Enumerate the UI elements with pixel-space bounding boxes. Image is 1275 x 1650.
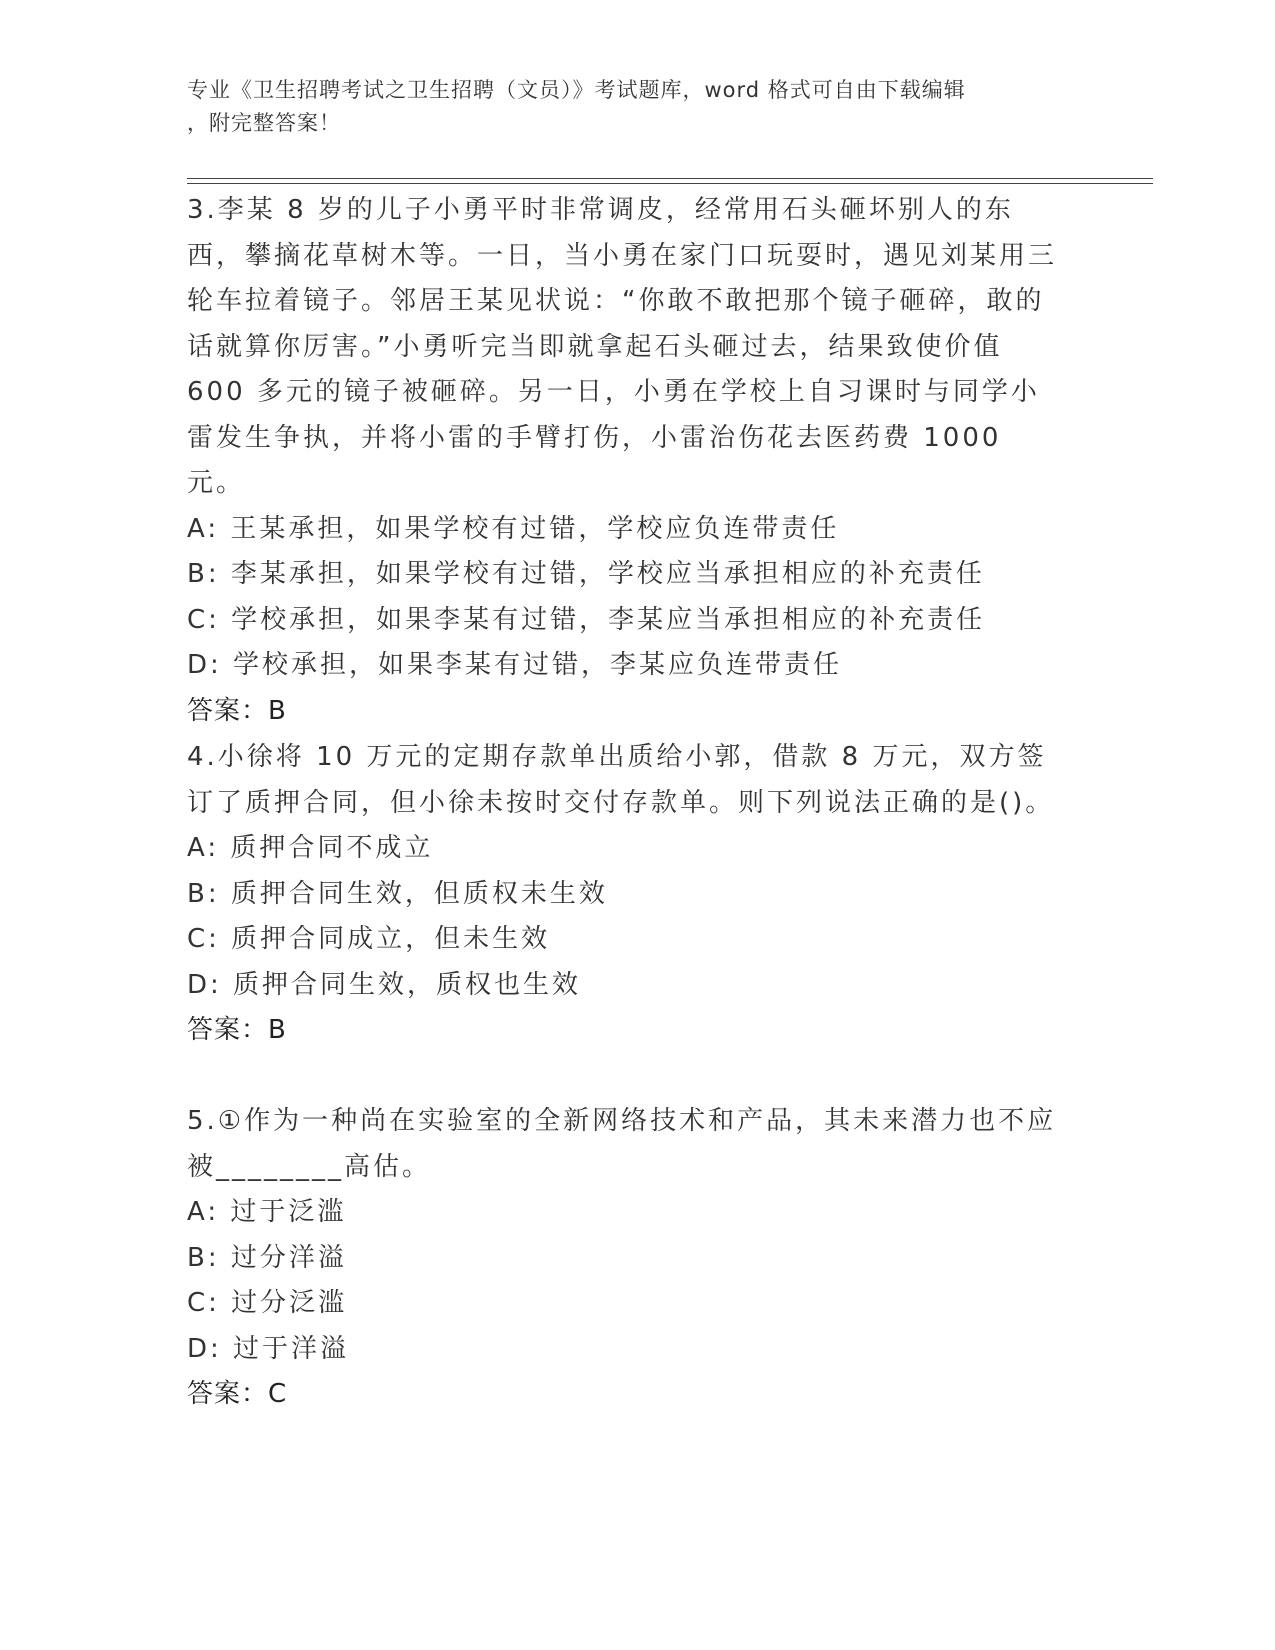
- option-list: [187, 507, 1067, 689]
- option-list: [187, 1190, 1067, 1372]
- question-4: [187, 735, 1067, 1054]
- question-stem: 3.李某 8 岁的儿子小勇平时非常调皮，经常用石头砸坏别人的东西，攀摘花草树木等。一日，当小勇在家门口玩耍时，遇见刘某用三轮车拉着镜子。邻居王某见状说：“你敢不敢把那个镜子砸碎，敢的话就算你厉害。”小勇听完当即就拿起石头砸过去，结果致使价值 600 多元的镜子被砸碎。另一日，小勇在学校上自习课时与同学小雷发生争执，并将小雷的手臂打伤，小雷治伤花去医药费 1000 元。: [187, 195, 1058, 498]
- question-5: [187, 1099, 1067, 1418]
- option-b: B: 过分洋溢: [187, 1242, 347, 1273]
- option-d: D: 学校承担，如果李某有过错，李某应负连带责任: [187, 650, 843, 680]
- question-3: [187, 188, 1067, 734]
- header-line-2: ，附完整答案！: [187, 111, 341, 135]
- header-divider-top: [187, 178, 1153, 179]
- answer-line: 答案：C: [187, 1379, 288, 1409]
- option-a: A: 王某承担，如果学校有过错，学校应负连带责任: [187, 513, 840, 544]
- option-a: A: 过于泛滥: [187, 1197, 347, 1227]
- document-header: [187, 74, 1067, 140]
- header-divider-bottom: [187, 183, 1153, 184]
- option-list: [187, 826, 1067, 1008]
- option-c: C: 学校承担，如果李某有过错，李某应当承担相应的补充责任: [187, 604, 986, 635]
- option-b: B: 李某承担，如果学校有过错，学校应当承担相应的补充责任: [187, 559, 985, 589]
- header-line-1: 专业《卫生招聘考试之卫生招聘（文员）》考试题库，word 格式可自由下载编辑: [187, 78, 966, 102]
- option-d: D: 过于洋溢: [187, 1333, 350, 1364]
- answer-line: 答案：B: [187, 1015, 287, 1045]
- option-a: A: 质押合同不成立: [187, 833, 434, 863]
- question-stem: 4.小徐将 10 万元的定期存款单出质给小郭，借款 8 万元，双方签订了质押合同，但小徐未按时交付存款单。则下列说法正确的是()。: [187, 742, 1055, 818]
- option-d: D: 质押合同生效，质权也生效: [187, 969, 582, 1000]
- question-stem: 5.①作为一种尚在实验室的全新网络技术和产品，其未来潜力也不应被________高估。: [187, 1106, 1057, 1182]
- option-c: C: 过分泛滥: [187, 1288, 348, 1318]
- option-c: C: 质押合同成立，但未生效: [187, 924, 551, 954]
- answer-line: 答案：B: [187, 695, 287, 726]
- option-b: B: 质押合同生效，但质权未生效: [187, 878, 608, 909]
